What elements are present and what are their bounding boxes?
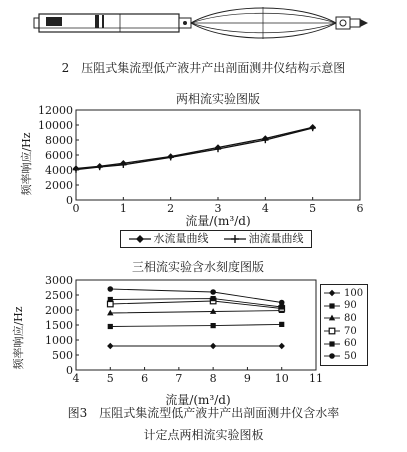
circle-marker-icon (324, 351, 340, 361)
chart2-ylabel: 频率响应/Hz (12, 306, 25, 370)
chart2-legend (320, 284, 368, 366)
c1-xtick-label: 2 (167, 202, 175, 215)
legend-item-80 (324, 312, 364, 325)
legend-label-water: 水流量曲线 (153, 232, 209, 245)
chart1-xlabel: 流量/(m³/d) (185, 214, 251, 228)
c2-xtick-label: 10 (274, 372, 289, 385)
legend-label: 100 (344, 287, 364, 299)
c2-series-5-point (210, 289, 216, 295)
logging-tool-diagram (0, 0, 407, 48)
square-open-marker-icon (324, 326, 340, 336)
c1-ytick-label: 8000 (45, 134, 73, 147)
c2-series-line-2 (110, 311, 281, 313)
c2-series-5-point (107, 286, 113, 292)
c2-ytick-label: 0 (66, 364, 73, 377)
legend-item-60 (324, 337, 364, 350)
c2-ytick-label: 1000 (45, 334, 73, 347)
figure3-caption-line2: 计定点两相流实验图板 (143, 428, 264, 442)
figure2-caption: 2 压阻式集流型低产液井产出剖面测井仪结构示意图 (61, 61, 346, 75)
c1-series-1-point (96, 164, 102, 170)
square-marker-icon (324, 301, 340, 311)
c1-xtick-label: 1 (119, 202, 127, 215)
legend-item-90 (324, 300, 364, 313)
legend-label: 90 (344, 300, 357, 312)
c2-series-1-point (279, 322, 284, 327)
c1-plot-frame (76, 110, 360, 200)
c2-ytick-label: 500 (52, 349, 73, 362)
c1-ytick-label: 12000 (38, 104, 73, 117)
figure3-caption-line1: 图3 压阻式集流型低产液井产出剖面测井仪含水率 (67, 406, 340, 420)
c2-series-line-1 (110, 324, 281, 326)
c2-series-4-point (108, 297, 113, 302)
c2-series-0-point (107, 343, 113, 349)
two-phase-chart (0, 90, 407, 250)
c1-xtick-label: 3 (214, 202, 222, 215)
chart2-title: 三相流实验含水刻度图版 (131, 260, 265, 274)
legend-item-50 (324, 350, 364, 363)
c1-series-line-1 (76, 128, 313, 170)
c1-series-1-point (167, 154, 173, 160)
c2-ytick-label: 2000 (45, 304, 73, 317)
c2-series-line-5 (110, 289, 281, 303)
c1-ytick-label: 10000 (38, 119, 73, 132)
c1-series-1-point (309, 125, 315, 131)
c2-series-line-3 (110, 301, 281, 309)
square-marker-icon (324, 339, 340, 349)
c2-xtick-label: 5 (106, 372, 114, 385)
legend-label-oil: 油流量曲线 (248, 232, 304, 245)
c2-series-1-point (211, 323, 216, 328)
c1-ytick-label: 0 (66, 194, 73, 207)
triangle-marker-icon (324, 313, 340, 323)
c2-series-0-point (279, 343, 285, 349)
legend-label: 70 (344, 325, 357, 337)
diamond-marker-icon (129, 234, 151, 244)
chart1-ylabel: 频率响应/Hz (20, 132, 33, 196)
c2-series-0-point (210, 343, 216, 349)
c2-series-1-point (108, 324, 113, 329)
c1-xtick-label: 0 (72, 202, 80, 215)
c2-series-4-point (211, 296, 216, 301)
legend-label: 80 (344, 312, 357, 324)
legend-item-70 (324, 325, 364, 338)
c2-xtick-label: 7 (175, 372, 183, 385)
c1-xtick-label: 5 (309, 202, 317, 215)
legend-item-water (129, 231, 209, 247)
c2-series-2-point (210, 308, 216, 314)
c2-xtick-label: 4 (72, 372, 80, 385)
c2-xtick-label: 9 (243, 372, 251, 385)
c2-ytick-label: 1500 (45, 319, 73, 332)
c1-ytick-label: 4000 (45, 164, 73, 177)
diamond-marker-icon (324, 288, 340, 298)
c1-xtick-label: 6 (356, 202, 364, 215)
c2-series-5-point (279, 300, 285, 306)
legend-label: 60 (344, 338, 357, 350)
c1-series-line-0 (76, 127, 313, 168)
legend-item-oil (224, 231, 304, 247)
c1-ytick-label: 2000 (45, 179, 73, 192)
c2-ytick-label: 2500 (45, 289, 73, 302)
c2-series-2-point (107, 310, 113, 316)
chart2-xlabel: 流量/(m³/d) (165, 393, 231, 407)
legend-label: 50 (344, 350, 357, 362)
c1-ytick-label: 6000 (45, 149, 73, 162)
chart1-title: 两相流实验图版 (175, 92, 261, 106)
c2-xtick-label: 11 (309, 372, 323, 385)
c2-xtick-label: 8 (209, 372, 217, 385)
plus-marker-icon (224, 234, 246, 244)
c2-xtick-label: 6 (141, 372, 149, 385)
legend-item-100 (324, 287, 364, 300)
chart1-legend (120, 230, 312, 248)
c2-ytick-label: 3000 (45, 274, 73, 287)
c1-xtick-label: 4 (261, 202, 269, 215)
